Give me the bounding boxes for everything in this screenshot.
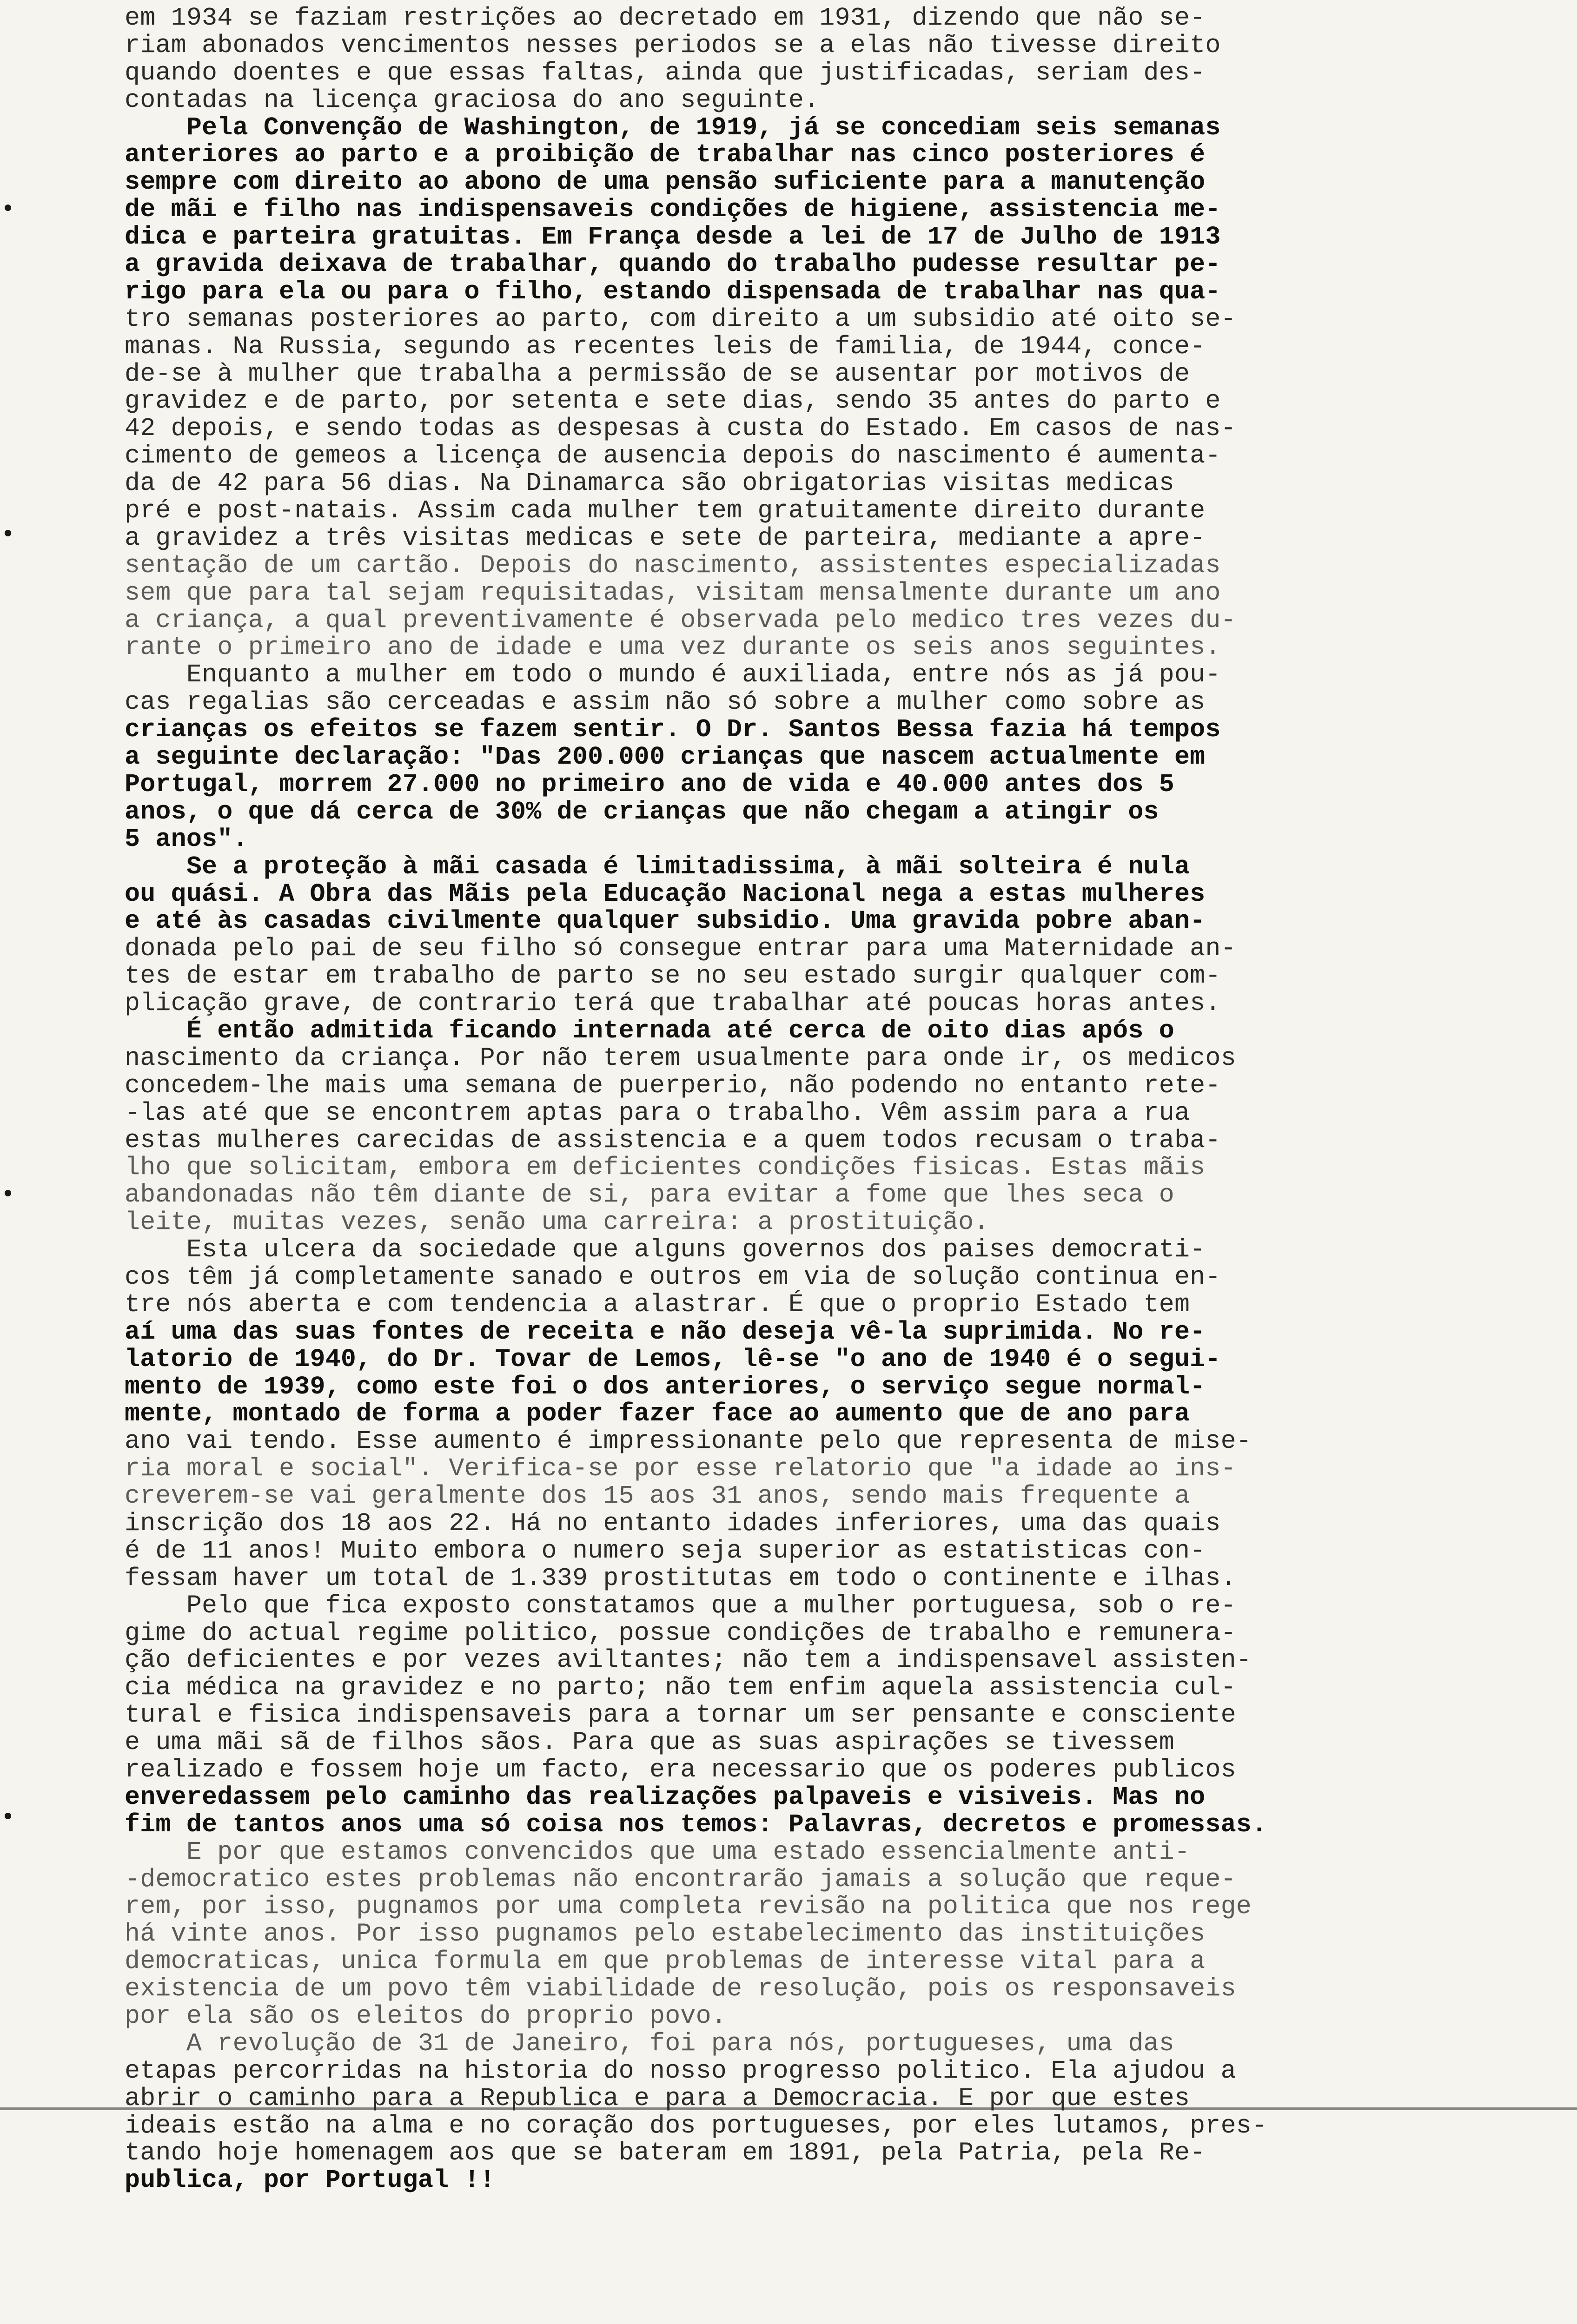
text-line: ideais estão na alma e no coração dos portugueses, por eles lutamos, pres-	[125, 2111, 1267, 2140]
text-line: a seguinte declaração: "Das 200.000 crianças que nascem actualmente em	[125, 742, 1206, 772]
text-line: ano vai tendo. Esse aumento é impressionante pelo que representa de mise-	[125, 1426, 1252, 1456]
text-line: ção deficientes e por vezes aviltantes; não tem a indispensavel assisten-	[125, 1645, 1252, 1675]
text-line: contadas na licença graciosa do ano seguinte.	[125, 85, 820, 115]
text-line: donada pelo pai de seu filho só consegue entrar para uma Maternidade an-	[125, 934, 1236, 964]
margin-punch-mark	[5, 205, 11, 211]
typed-text-body	[125, 5, 1459, 2222]
text-line: tro semanas posteriores ao parto, com direito a um subsidio até oito se-	[125, 304, 1236, 334]
text-line: por ela são os eleitos do proprio povo.	[125, 2001, 727, 2031]
text-line: a criança, a qual preventivamente é observada pelo medico tres vezes du-	[125, 605, 1236, 635]
text-line: ou quási. A Obra das Mãis pela Educação Nacional nega a estas mulheres	[125, 879, 1206, 909]
text-line: em 1934 se faziam restrições ao decretado em 1931, dizendo que não se-	[125, 3, 1206, 33]
text-line: é de 11 anos! Muito embora o numero seja superior as estatisticas con-	[125, 1536, 1206, 1565]
text-line: rigo para ela ou para o filho, estando dispensada de trabalhar nas qua-	[125, 277, 1221, 306]
text-line: cas regalias são cerceadas e assim não só sobre a mulher como sobre as	[125, 687, 1206, 717]
text-line: Se a proteção à mãi casada é limitadissima, à mãi solteira é nula	[125, 852, 1190, 881]
text-line: E por que estamos convencidos que uma estado essencialmente anti-	[125, 1837, 1190, 1867]
text-line: pré e post-natais. Assim cada mulher tem gratuitamente direito durante	[125, 496, 1206, 526]
text-line: fim de tantos anos uma só coisa nos temos: Palavras, decretos e promessas.	[125, 1809, 1267, 1839]
text-line: anteriores ao parto e a proibição de trabalhar nas cinco posteriores é	[125, 140, 1206, 170]
text-line: sentação de um cartão. Depois do nascimento, assistentes especializadas	[125, 550, 1221, 580]
text-line: da de 42 para 56 dias. Na Dinamarca são obrigatorias visitas medicas	[125, 469, 1174, 498]
text-line	[125, 2194, 1459, 2222]
text-line: Pelo que fica exposto constatamos que a mulher portuguesa, sob o re-	[125, 1591, 1236, 1620]
text-line: Portugal, morrem 27.000 no primeiro ano de vida e 40.000 antes dos 5	[125, 769, 1174, 799]
text-line: -democratico estes problemas não encontrarão jamais a solução que reque-	[125, 1864, 1236, 1894]
text-line: plicação grave, de contrario terá que trabalhar até poucas horas antes.	[125, 989, 1221, 1018]
text-line: Enquanto a mulher em todo o mundo é auxiliada, entre nós as já pou-	[125, 660, 1221, 690]
text-line: anos, o que dá cerca de 30% de crianças que não chegam a atingir os	[125, 797, 1159, 826]
text-line: 5 anos".	[125, 824, 248, 854]
text-line: crianças os efeitos se fazem sentir. O Dr. Santos Bessa fazia há tempos	[125, 715, 1221, 745]
text-line: rem, por isso, pugnamos por uma completa revisão na politica que nos rege	[125, 1892, 1252, 1921]
text-line: de-se à mulher que trabalha a permissão de se ausentar por motivos de	[125, 359, 1190, 389]
text-line: cia médica na gravidez e no parto; não tem enfim aquela assistencia cul-	[125, 1673, 1236, 1703]
text-line: mente, montado de forma a poder fazer face ao aumento que de ano para	[125, 1399, 1190, 1429]
text-line: manas. Na Russia, segundo as recentes leis de familia, de 1944, conce-	[125, 331, 1206, 361]
text-line: Pela Convenção de Washington, de 1919, já se concediam seis semanas	[125, 112, 1221, 142]
text-line: leite, muitas vezes, senão uma carreira: a prostituição.	[125, 1208, 989, 1237]
text-line: realizado e fossem hoje um facto, era necessario que os poderes publicos	[125, 1755, 1236, 1784]
text-line: publica, por Portugal !!	[125, 2166, 495, 2195]
text-line: nascimento da criança. Por não terem usualmente para onde ir, os medicos	[125, 1043, 1236, 1073]
text-line: riam abonados vencimentos nesses periodos se a elas não tivesse direito	[125, 30, 1221, 60]
text-line: tando hoje homenagem aos que se bateram em 1891, pela Patria, pela Re-	[125, 2138, 1206, 2168]
text-line: e uma mãi sã de filhos sãos. Para que as suas aspirações se tivessem	[125, 1728, 1174, 1757]
margin-punch-mark	[5, 1813, 11, 1819]
text-line: fessam haver um total de 1.339 prostitutas em todo o continente e ilhas.	[125, 1563, 1236, 1593]
text-line: ria moral e social". Verifica-se por esse relatorio que "a idade ao ins-	[125, 1454, 1236, 1484]
text-line: dica e parteira gratuitas. Em França desde a lei de 17 de Julho de 1913	[125, 222, 1221, 252]
text-line: aí uma das suas fontes de receita e não deseja vê-la suprimida. No re-	[125, 1317, 1206, 1347]
text-line: 42 depois, e sendo todas as despesas à custa do Estado. Em casos de nas-	[125, 414, 1236, 443]
text-line: de mãi e filho nas indispensaveis condições de higiene, assistencia me-	[125, 195, 1221, 224]
margin-punch-mark	[5, 1190, 11, 1196]
text-line: democraticas, unica formula em que problemas de interesse vital para a	[125, 1947, 1206, 1976]
text-line: estas mulheres carecidas de assistencia e a quem todos recusam o traba-	[125, 1125, 1221, 1155]
margin-punch-mark	[5, 530, 11, 536]
text-line: É então admitida ficando internada até cerca de oito dias após o	[125, 1016, 1174, 1045]
text-line: cimento de gemeos a licença de ausencia depois do nascimento é aumenta-	[125, 441, 1221, 471]
text-line: há vinte anos. Por isso pugnamos pelo estabelecimento das instituições	[125, 1919, 1206, 1949]
text-line: creverem-se vai geralmente dos 15 aos 31 anos, sendo mais frequente a	[125, 1481, 1190, 1511]
text-line: tes de estar em trabalho de parto se no seu estado surgir qualquer com-	[125, 961, 1221, 991]
text-line: -las até que se encontrem aptas para o trabalho. Vêm assim para a rua	[125, 1098, 1190, 1128]
text-line: cos têm já completamente sanado e outros em via de solução continua en-	[125, 1262, 1221, 1292]
text-line: gime do actual regime politico, possue condições de trabalho e remunera-	[125, 1618, 1236, 1648]
text-line: existencia de um povo têm viabilidade de resolução, pois os responsaveis	[125, 1974, 1236, 2004]
text-line: a gravida deixava de trabalhar, quando do trabalho pudesse resultar pe-	[125, 250, 1221, 279]
text-line: rante o primeiro ano de idade e uma vez durante os seis anos seguintes.	[125, 633, 1221, 662]
text-line: tural e fisica indispensaveis para a tornar um ser pensante e consciente	[125, 1700, 1236, 1730]
text-line: tre nós aberta e com tendencia a alastrar. É que o proprio Estado tem	[125, 1289, 1190, 1319]
text-line: sempre com direito ao abono de uma pensão suficiente para a manutenção	[125, 167, 1206, 197]
text-line: e até às casadas civilmente qualquer subsidio. Uma gravida pobre aban-	[125, 906, 1206, 936]
text-line: a gravidez a três visitas medicas e sete de parteira, mediante a apre-	[125, 523, 1206, 553]
text-line: abrir o caminho para a Republica e para a Democracia. E por que estes	[125, 2083, 1190, 2113]
text-line: A revolução de 31 de Janeiro, foi para nós, portugueses, uma das	[125, 2028, 1174, 2058]
text-line: lho que solicitam, embora em deficientes condições fisicas. Estas mãis	[125, 1153, 1206, 1182]
text-line: sem que para tal sejam requisitadas, visitam mensalmente durante um ano	[125, 578, 1221, 607]
text-line: inscrição dos 18 aos 22. Há no entanto idades inferiores, uma das quais	[125, 1508, 1221, 1538]
text-line: abandonadas não têm diante de si, para evitar a fome que lhes seca o	[125, 1180, 1174, 1210]
text-line: Esta ulcera da sociedade que alguns governos dos paises democrati-	[125, 1235, 1206, 1265]
text-line: concedem-lhe mais uma semana de puerperio, não podendo no entanto rete-	[125, 1070, 1221, 1100]
text-line: quando doentes e que essas faltas, ainda que justificadas, seriam des-	[125, 58, 1206, 87]
text-line: mento de 1939, como este foi o dos anteriores, o serviço segue normal-	[125, 1372, 1206, 1401]
text-line: etapas percorridas na historia do nosso progresso politico. Ela ajudou a	[125, 2056, 1236, 2086]
text-line: gravidez e de parto, por setenta e sete dias, sendo 35 antes do parto e	[125, 386, 1221, 416]
text-line: latorio de 1940, do Dr. Tovar de Lemos, lê-se "o ano de 1940 é o segui-	[125, 1344, 1221, 1374]
text-line: enveredassem pelo caminho das realizações palpaveis e visiveis. Mas no	[125, 1782, 1206, 1812]
